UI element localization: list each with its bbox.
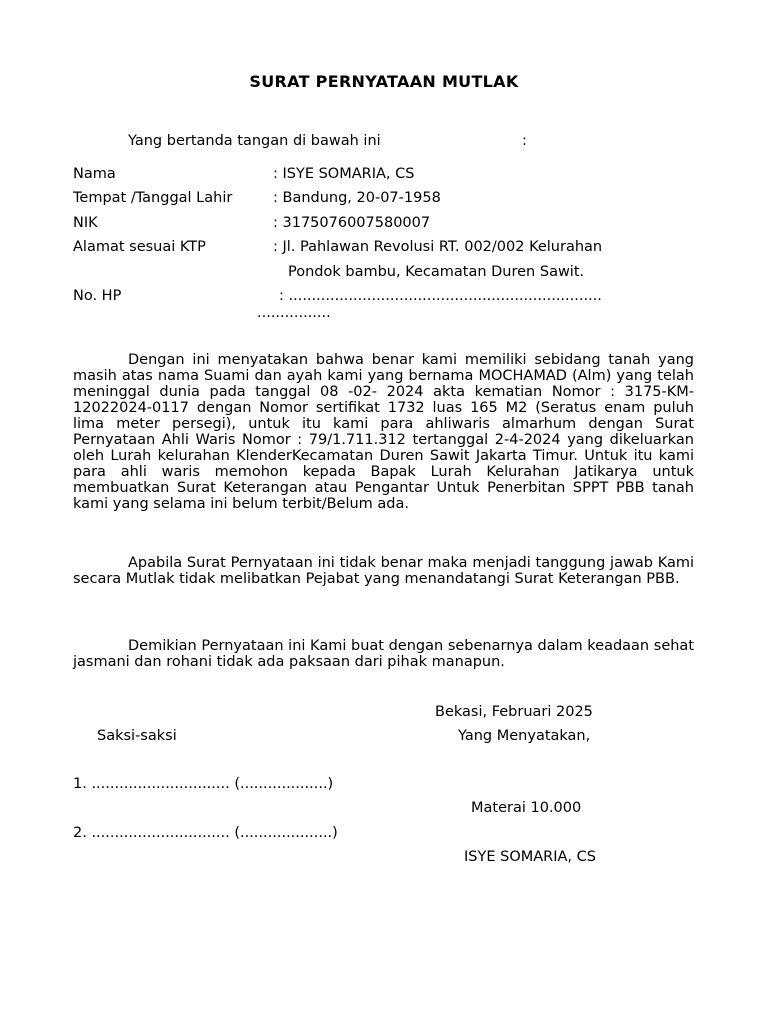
field-value-phone: : .................................................................... (279, 288, 602, 304)
field-value-birth: : Bandung, 20-07-1958 (273, 190, 441, 206)
field-label-birth: Tempat /Tanggal Lahir (73, 190, 233, 206)
witness-2-line: 2. .............................. (....................) (73, 825, 338, 841)
field-value-phone-line2: ................ (257, 305, 331, 321)
paragraph-closing (73, 638, 694, 670)
paragraph-responsibility-text: Apabila Surat Pernyataan ini tidak benar maka menjadi tanggung jawab Kami secara Mutlak tidak melibatkan Pejabat yang menandatangi Surat Keterangan PBB. (73, 555, 694, 587)
field-label-address: Alamat sesuai KTP (73, 239, 206, 255)
paragraph-statement (73, 352, 694, 512)
witnesses-label: Saksi-saksi (97, 728, 177, 744)
intro-text: Yang bertanda tangan di bawah ini (128, 133, 381, 149)
field-value-address-line2: Pondok bambu, Kecamatan Duren Sawit. (288, 264, 585, 280)
field-value-nik: : 3175076007580007 (273, 215, 431, 231)
stamp-duty-label: Materai 10.000 (471, 800, 582, 816)
paragraph-statement-text: Dengan ini menyatakan bahwa benar kami memiliki sebidang tanah yang masih atas nama Suami dan ayah kami yang bernama MOCHAMAD (Alm) yang telah meninggal dunia pada tanggal 08 -02- 2024 akta kematian Nomor : 3175-KM-12022024-0117 dengan Nomor sertifikat 1732 luas 165 M2 (Seratus enam puluh lima meter persegi), untuk itu kami para ahliwaris almarhum dengan Surat Pernyataan Ahli Waris Nomor : 79/1.711.312 tertanggal 2-4-2024 yang dikeluarkan oleh Lurah kelurahan KlenderKecamatan Duren Sawit Jakarta Timur. Untuk itu kami para ahli waris memohon kepada Bapak Lurah Kelurahan Jatikarya untuk membuatkan Surat Keterangan atau Pengantar Untuk Penerbitan SPPT PBB tanah kami yang selama ini belum terbit/Belum ada. (73, 352, 694, 512)
intro-colon: : (522, 133, 527, 149)
field-value-address: : Jl. Pahlawan Revolusi RT. 002/002 Kelurahan (273, 239, 603, 255)
place-date: Bekasi, Februari 2025 (435, 704, 593, 720)
paragraph-closing-text: Demikian Pernyataan ini Kami buat dengan sebenarnya dalam keadaan sehat jasmani dan rohani tidak ada paksaan dari pihak manapun. (73, 638, 694, 670)
paragraph-responsibility (73, 555, 694, 587)
document-title: SURAT PERNYATAAN MUTLAK (249, 72, 519, 91)
field-value-name: : ISYE SOMARIA, CS (273, 166, 415, 182)
field-label-nik: NIK (73, 215, 98, 231)
field-label-name: Nama (73, 166, 116, 182)
declarant-name: ISYE SOMARIA, CS (464, 849, 596, 865)
declarant-label: Yang Menyatakan, (458, 728, 591, 744)
witness-1-line: 1. .............................. (...................) (73, 776, 334, 792)
field-label-phone: No. HP (73, 288, 122, 304)
